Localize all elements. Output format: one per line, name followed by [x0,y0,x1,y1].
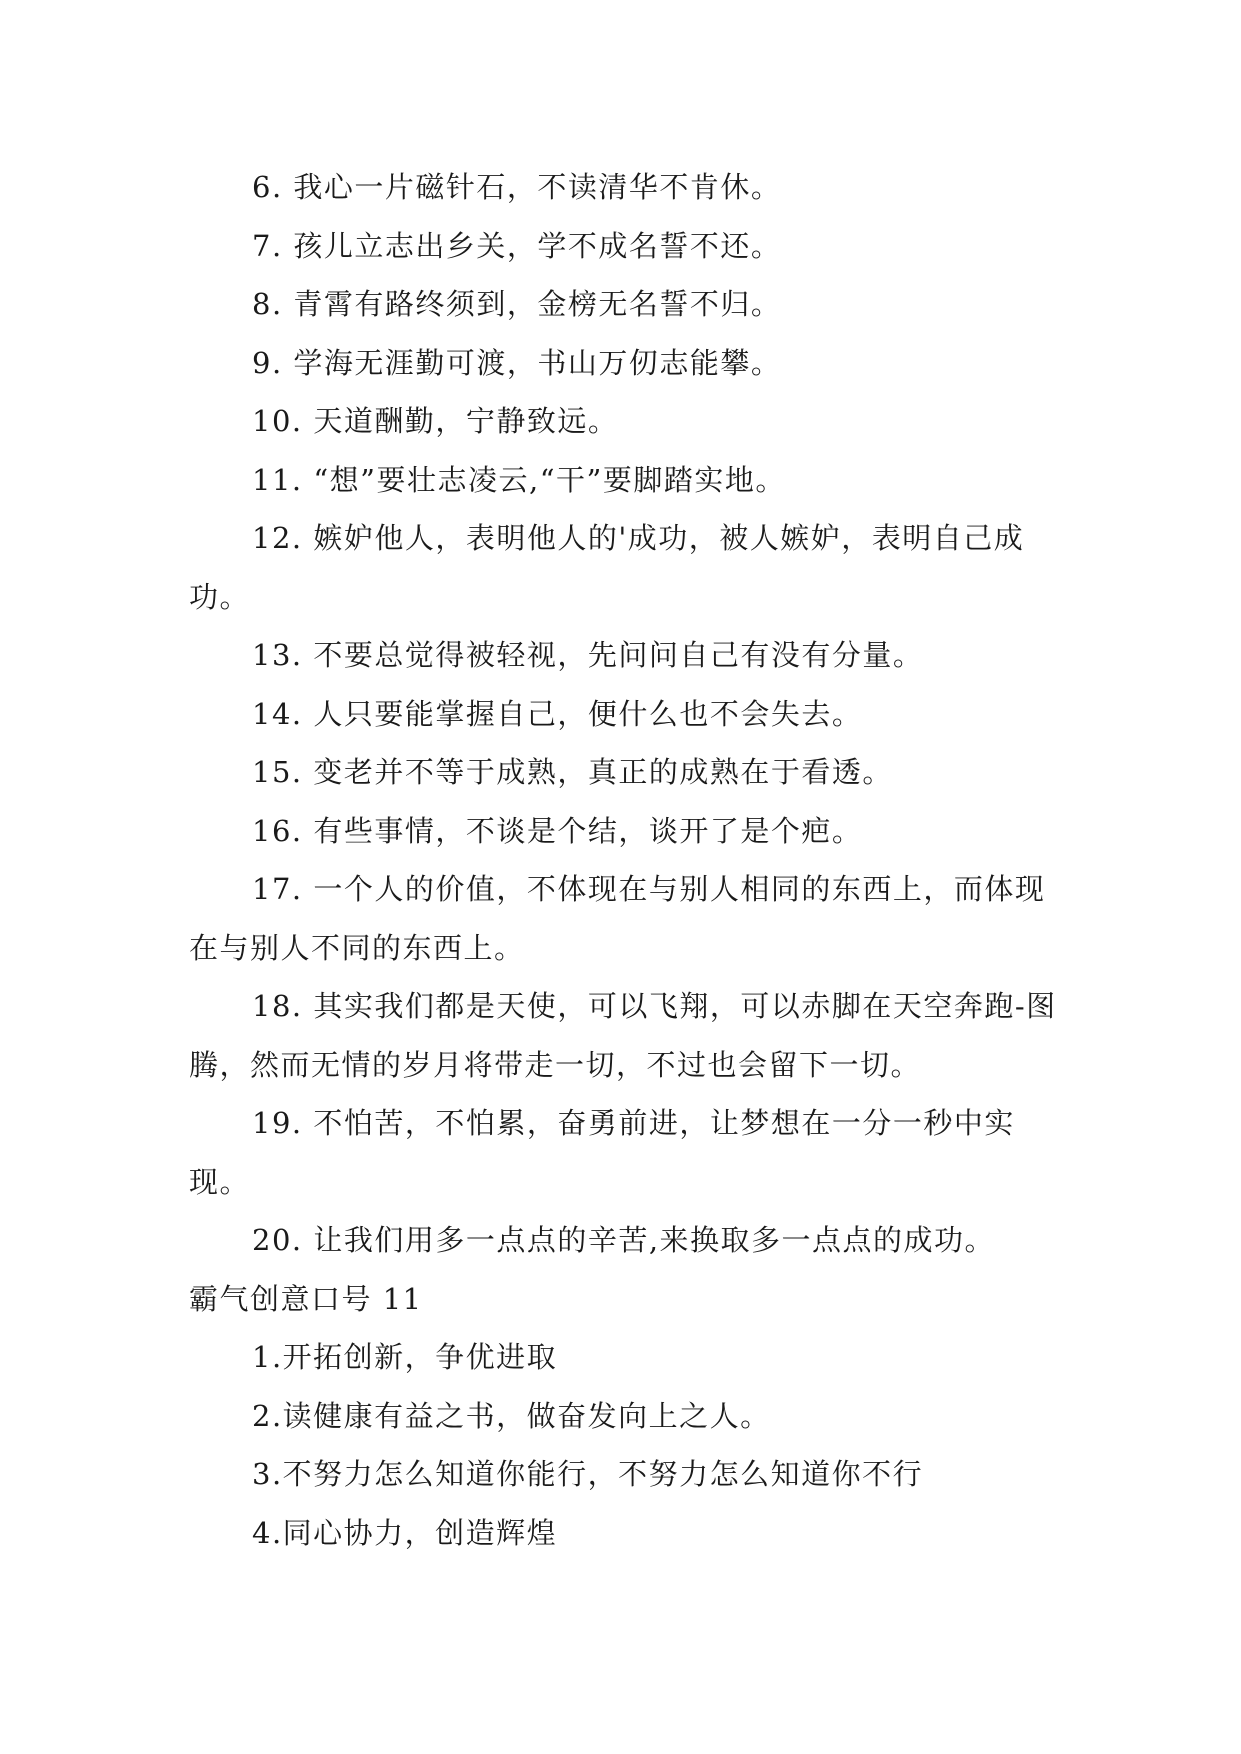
slogan-20: 20. 让我们用多一点点的辛苦,来换取多一点点的成功。 [252,1223,996,1257]
slogan-9: 9. 学海无涯勤可渡，书山万仞志能攀。 [252,345,782,380]
slogan-11: 11. “想”要壮志凌云,“干”要脚踏实地。 [252,462,786,497]
slogan-18: 18. 其实我们都是天使，可以飞翔，可以赤脚在天空奔跑-图腾，然而无情的岁月将带走一切，不过也会留下一切。 [189,989,1057,1082]
slogan-14: 14. 人只要能掌握自己，便什么也不会失去。 [252,696,863,731]
slogan-16: 16. 有些事情，不谈是个结，谈开了是个疤。 [252,813,863,848]
slogan-12: 12. 嫉妒他人，表明他人的'成功，被人嫉妒，表明自己成功。 [189,521,1025,614]
section-item-2: 2.读健康有益之书，做奋发向上之人。 [252,1398,771,1433]
slogan-17: 17. 一个人的价值，不体现在与别人相同的东西上，而体现在与别人不同的东西上。 [189,872,1046,965]
section-item-3: 3.不努力怎么知道你能行，不努力怎么知道你不行 [252,1457,924,1491]
slogan-8: 8. 青霄有路终须到，金榜无名誓不归。 [252,287,782,321]
document-body [189,158,1059,1562]
slogan-15: 15. 变老并不等于成熟，真正的成熟在于看透。 [252,755,893,789]
section-heading: 霸气创意口号 11 [189,1281,423,1316]
slogan-19: 19. 不怕苦，不怕累，奋勇前进，让梦想在一分一秒中实现。 [189,1106,1015,1199]
section-item-4: 4.同心协力，创造辉煌 [252,1515,558,1550]
section-item-1: 1.开拓创新，争优进取 [252,1340,558,1374]
slogan-13: 13. 不要总觉得被轻视，先问问自己有没有分量。 [252,638,924,672]
slogan-7: 7. 孩儿立志出乡关，学不成名誓不还。 [252,228,782,263]
slogan-10: 10. 天道酬勤，宁静致远。 [252,404,619,438]
slogan-6: 6. 我心一片磁针石，不读清华不肯休。 [252,170,782,204]
